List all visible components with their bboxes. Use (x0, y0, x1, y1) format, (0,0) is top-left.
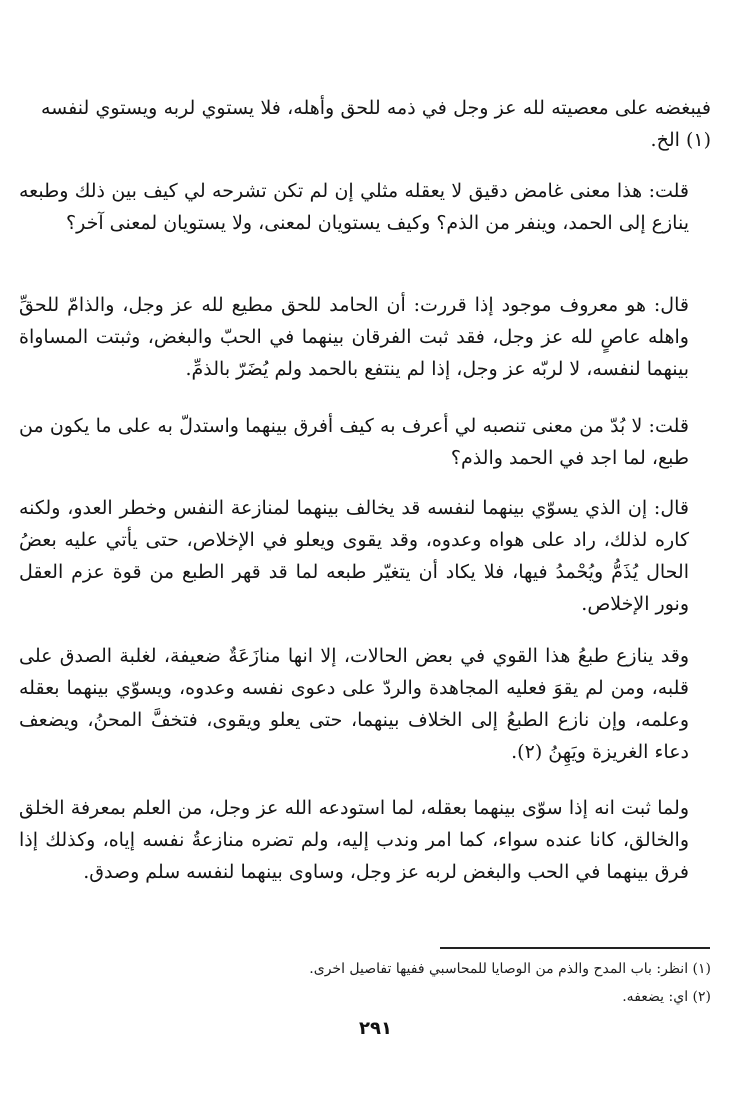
paragraph-answer-2: قال: إن الذي يسوّي بينهما لنفسه قد يخالف بينهما لمنازعة النفس وخطر العدو، ولكنه كاره لذلك، راد على هواه وعدوه، وقد يقوى ويعلو في الإخلاص، حتى يأتي عليه بعضُ الحال يُذَمُّ ويُحْمدُ فيها، فلا يكاد أن يتغيّر طبعه لما قد قهر الطبع من قوة عزم العقل ونور الإخلاص. (19, 497, 689, 615)
paragraph-strong-person: وقد ينازع طبعُ هذا القوي في بعض الحالات، إلا انها منازَعَةٌ ضعيفة، لغلبة الصدق على قلبه، ومن لم يقوَ فعليه المجاهدة والردّ على دعوى نفسه وعدوه، ويسوّي بينهما بعقله وعلمه، وإن نازع الطبعُ إلى الخلاف بينهما، حتى يعلو ويقوى، فتخفَّ المحنُ، ويضعف دعاء الغريزة ويَهِنُ (٢). (19, 645, 689, 763)
paragraph-answer-1: قال: هو معروف موجود إذا قررت: أن الحامد للحق مطيع لله عز وجل، والذامّ للحقِّ واهله عاصٍ لله عز وجل، فقد ثبت الفرقان بينهما في الحبّ والبغض، وثبتت المساواة بينهما لنفسه، لا لربّه عز وجل، إذا لم ينتفع بالحمد ولم يُضَرّ بالذمِّ. (19, 294, 689, 380)
paragraph-question-1: قلت: هذا معنى غامض دقيق لا يعقله مثلي إن لم تكن تشرحه لي كيف بين ذلك وطبعه ينازع إلى الحمد، وينفر من الذم؟ وكيف يستويان لمعنى، ولا يستويان لمعنى آخر؟ (19, 180, 689, 234)
footnote-divider (440, 947, 710, 949)
footnote-1: (١) انظر: باب المدح والذم من الوصايا للمحاسبي ففيها تفاصيل اخرى. (309, 961, 711, 977)
footnote-2: (٢) اي: يضعفه. (622, 989, 711, 1005)
page-number: ٢٩١ (359, 1018, 392, 1039)
paragraph-continuation: فيبغضه على معصيته لله عز وجل في ذمه للحق وأهله، فلا يستوي لربه ويستوي لنفسه (١) الخ. (41, 97, 711, 151)
paragraph-conclusion: ولما ثبت انه إذا سوّى بينهما بعقله، لما استودعه الله عز وجل، من العلم بمعرفة الخلق والخالق، كانا عنده سواء، كما امر وندب إليه، ولم تضره منازعةُ نفسه إياه، وكذلك إذا فرق بينهما في الحب والبغض لربه عز وجل، وساوى بينهما لنفسه سلم وصدق. (19, 797, 689, 883)
paragraph-question-2: قلت: لا بُدّ من معنى تنصبه لي أعرف به كيف أفرق بينهما واستدلّ به على ما يكون من طبع، لما اجد في الحمد والذم؟ (19, 415, 689, 469)
